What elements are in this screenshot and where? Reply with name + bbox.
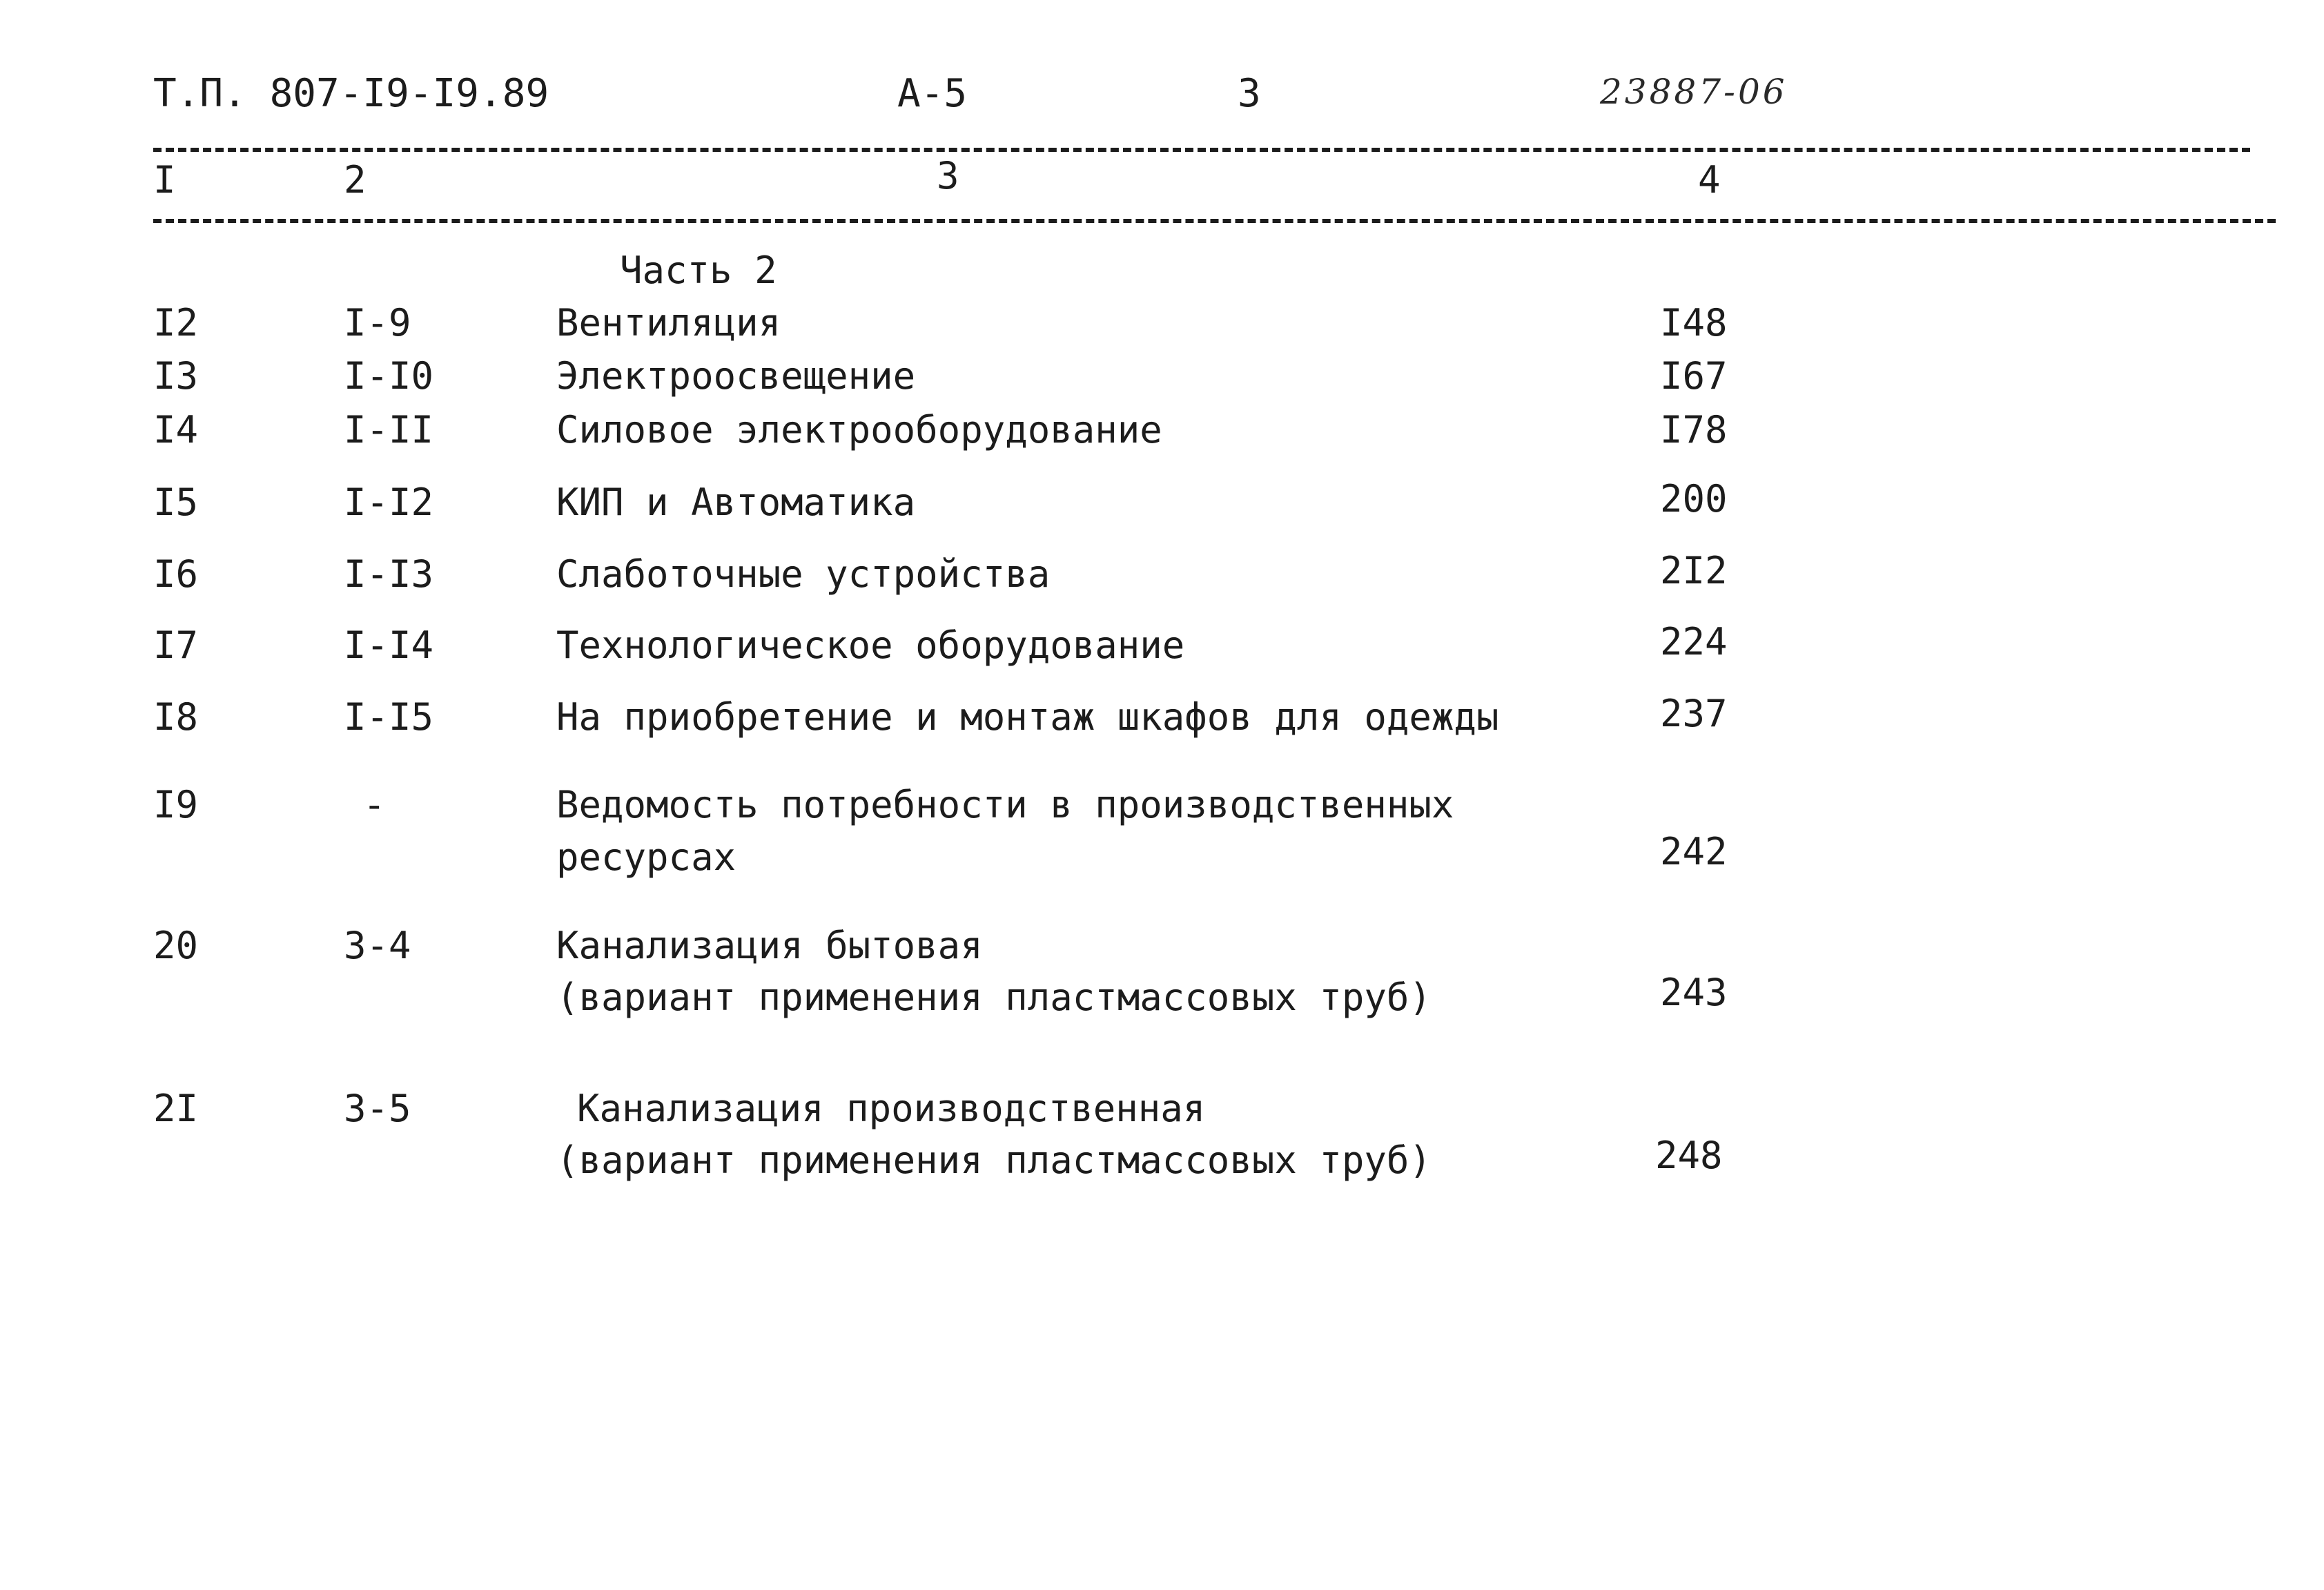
row-title: Вентиляция xyxy=(556,301,781,345)
row-title-continuation: ресурсах xyxy=(556,835,736,879)
column-number-2: 2 xyxy=(344,158,367,202)
page-reference: 248 xyxy=(1655,1134,1723,1177)
page-reference: I48 xyxy=(1660,301,1728,345)
drawing-code: - xyxy=(363,783,386,826)
page-reference: 224 xyxy=(1660,620,1728,663)
page-reference: I78 xyxy=(1660,408,1728,452)
row-title: Технологическое оборудование xyxy=(556,623,1185,667)
row-title: КИП и Автоматика xyxy=(556,481,916,524)
row-number: I6 xyxy=(153,552,199,596)
drawing-code: I-II xyxy=(344,408,434,452)
row-number: 20 xyxy=(153,924,199,967)
drawing-code: 3-4 xyxy=(344,924,411,967)
drawing-code: I-I0 xyxy=(344,354,434,398)
page-reference: 237 xyxy=(1660,692,1728,735)
page-reference: 242 xyxy=(1660,830,1728,873)
row-title-continuation: (вариант применения пластмассовых труб) xyxy=(556,976,1432,1019)
row-title: Слаботочные устройства xyxy=(556,552,1051,596)
row-number: I8 xyxy=(153,695,199,739)
column-number-3: 3 xyxy=(937,154,959,197)
album-label: А-5 xyxy=(897,71,968,116)
drawing-code: I-I3 xyxy=(344,552,434,596)
row-title: Канализация бытовая xyxy=(556,924,983,967)
row-title: Электроосвещение xyxy=(556,354,916,398)
page-reference: 200 xyxy=(1660,477,1728,521)
row-title: Канализация производственная xyxy=(577,1087,1206,1130)
row-title-continuation: (вариант применения пластмассовых труб) xyxy=(556,1138,1432,1182)
drawing-code: 3-5 xyxy=(344,1087,411,1130)
table-header-rule xyxy=(153,219,2276,223)
row-title: Ведомость потребности в производственных xyxy=(556,783,1454,826)
table-top-rule xyxy=(153,148,2250,152)
row-number: 2I xyxy=(153,1087,199,1130)
page-number: 3 xyxy=(1238,71,1261,116)
row-number: I5 xyxy=(153,481,199,524)
section-title: Часть 2 xyxy=(620,249,777,292)
row-number: I9 xyxy=(153,783,199,826)
inventory-number: 23887-06 xyxy=(1600,72,1788,112)
row-number: I2 xyxy=(153,301,199,345)
row-number: I7 xyxy=(153,623,199,667)
row-number: I4 xyxy=(153,408,199,452)
column-number-4: 4 xyxy=(1698,158,1721,202)
page-reference: I67 xyxy=(1660,354,1728,398)
document-code: Т.П. 807-I9-I9.89 xyxy=(153,71,549,116)
row-number: I3 xyxy=(153,354,199,398)
drawing-code: I-I5 xyxy=(344,695,434,739)
row-title: На приобретение и монтаж шкафов для одежды xyxy=(556,695,1499,739)
page-reference: 2I2 xyxy=(1660,549,1728,592)
drawing-code: I-I2 xyxy=(344,481,434,524)
column-number-1: I xyxy=(153,158,176,202)
page-reference: 243 xyxy=(1660,971,1728,1014)
drawing-code: I-I4 xyxy=(344,623,434,667)
drawing-code: I-9 xyxy=(344,301,411,345)
row-title: Силовое электрооборудование xyxy=(556,408,1162,452)
